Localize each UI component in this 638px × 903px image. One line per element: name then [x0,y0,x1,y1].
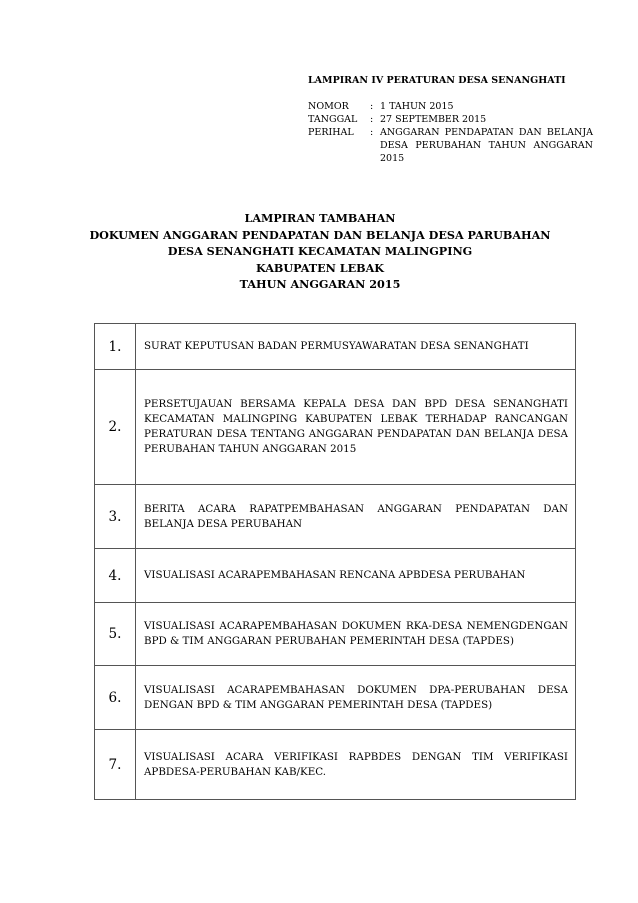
meta-value: 1 TAHUN 2015 [380,101,454,112]
document-list-table [94,323,576,800]
header-block [308,74,593,165]
meta-separator: : [370,101,374,112]
row-number: 7. [95,730,136,800]
table-row [95,485,576,549]
table-row [95,370,576,485]
row-text: SURAT KEPUTUSAN BADAN PERMUSYAWARATAN DESA SENANGHATI [136,324,576,370]
meta-label: TANGGAL [308,114,358,125]
row-number: 4. [95,549,136,603]
row-text: VISUALISASI ACARAPEMBAHASAN RENCANA APBDESA PERUBAHAN [136,549,576,603]
row-text: BERITA ACARA RAPATPEMBAHASAN ANGGARAN PENDAPATAN DAN BELANJA DESA PERUBAHAN [136,485,576,549]
title-line: TAHUN ANGGARAN 2015 [239,277,401,291]
meta-value: 27 SEPTEMBER 2015 [380,114,487,125]
row-number: 6. [95,666,136,730]
meta-separator: : [370,114,374,125]
table-row [95,666,576,730]
table-row [95,324,576,370]
row-number: 5. [95,603,136,666]
meta-row-nomor [308,100,593,113]
header-title: LAMPIRAN IV PERATURAN DESA SENANGHATI [308,75,566,86]
title-line: DOKUMEN ANGGARAN PENDAPATAN DAN BELANJA DESA PARUBAHAN [89,227,551,242]
table-row [95,549,576,603]
table-row [95,730,576,800]
meta-row-tanggal [308,113,593,126]
title-line: LAMPIRAN TAMBAHAN [244,211,396,225]
meta-separator: : [370,127,374,138]
row-text: VISUALISASI ACARA VERIFIKASI RAPBDES DENGAN TIM VERIFIKASI APBDESA-PERUBAHAN KAB/KEC. [136,730,576,800]
row-text: PERSETUJAUAN BERSAMA KEPALA DESA DAN BPD DESA SENANGHATI KECAMATAN MALINGPING KABUPATEN LEBAK TERHADAP RANCANGAN PERATURAN DESA TENTANG ANGGARAN PENDAPATAN DAN BELANJA DESA PERUBAHAN TAHUN ANGGARAN 2015 [136,370,576,485]
meta-row-perihal [308,126,593,165]
meta-value: ANGGARAN PENDAPATAN DAN BELANJA DESA PERUBAHAN TAHUN ANGGARAN 2015 [380,127,593,164]
row-text: VISUALISASI ACARAPEMBAHASAN DOKUMEN DPA-PERUBAHAN DESA DENGAN BPD & TIM ANGGARAN PEMERINTAH DESA (TAPDES) [136,666,576,730]
table-row [95,603,576,666]
document-title [60,210,580,293]
row-number: 1. [95,324,136,370]
title-line: DESA SENANGHATI KECAMATAN MALINGPING [167,244,473,258]
row-number: 3. [95,485,136,549]
row-text: VISUALISASI ACARAPEMBAHASAN DOKUMEN RKA-DESA NEMENGDENGAN BPD & TIM ANGGARAN PERUBAHAN PEMERINTAH DESA (TAPDES) [136,603,576,666]
title-line: KABUPATEN LEBAK [255,260,385,275]
row-number: 2. [95,370,136,485]
meta-label: NOMOR [308,101,349,112]
meta-label: PERIHAL [308,127,354,138]
